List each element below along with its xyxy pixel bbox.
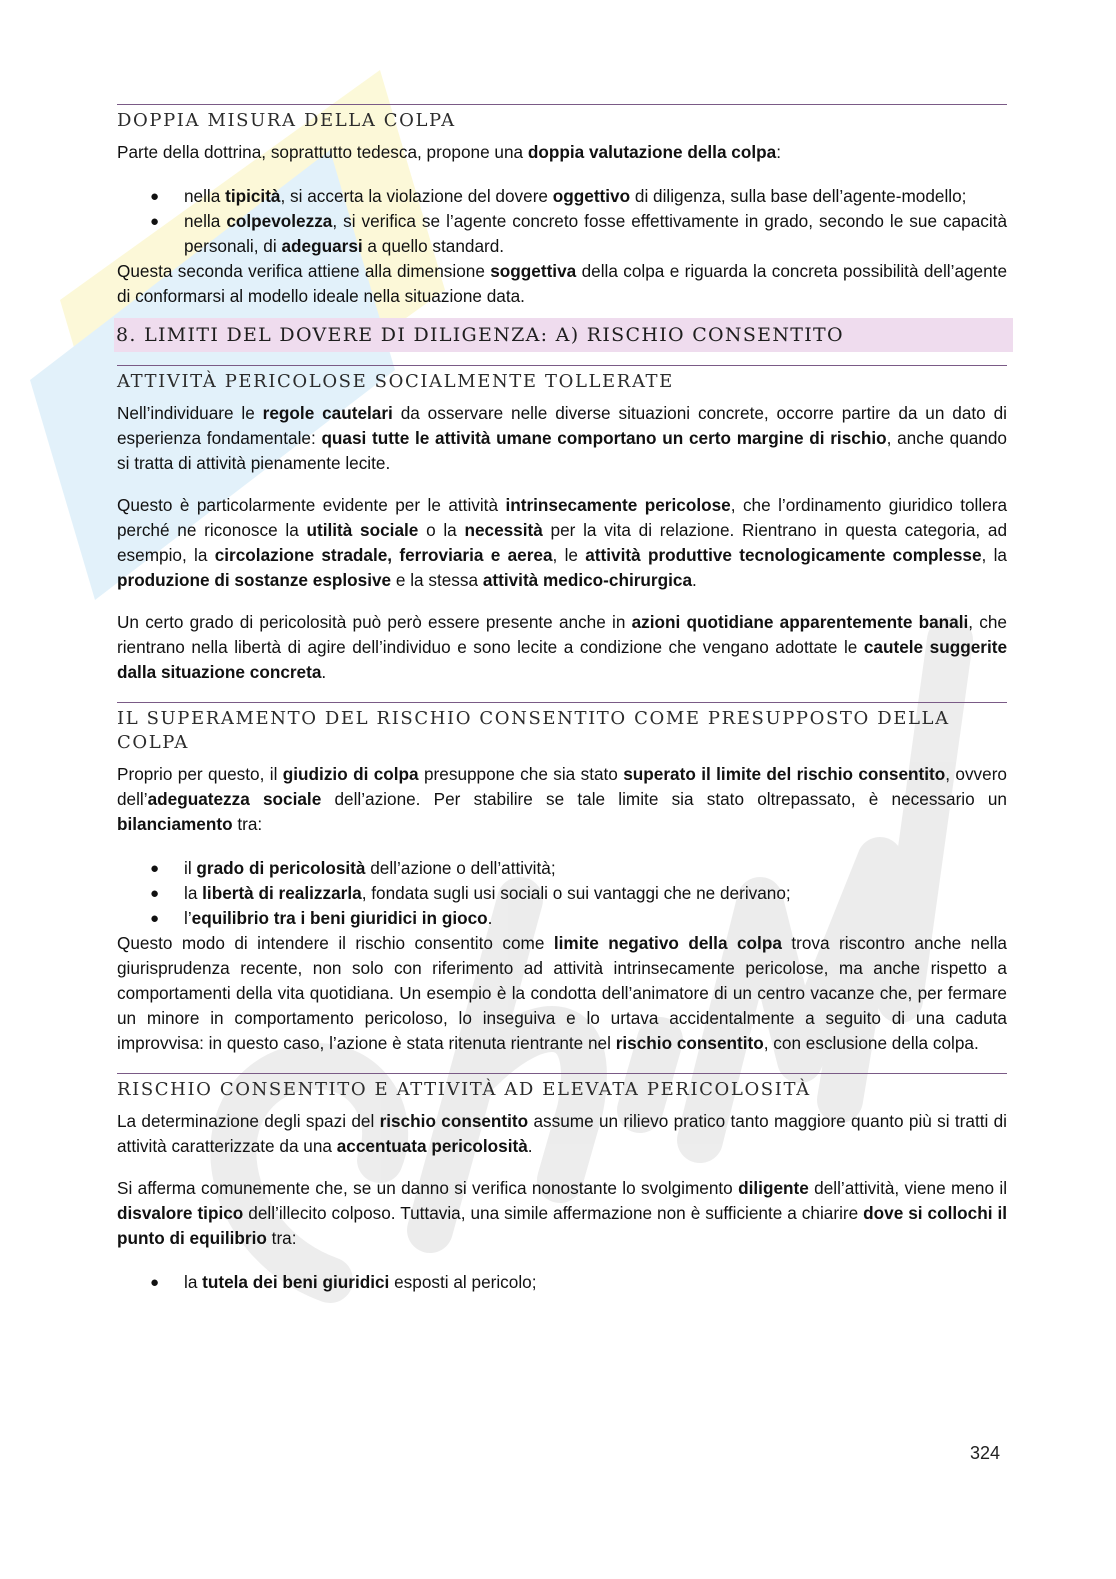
- bold-term: grado di pericolosità: [196, 858, 366, 878]
- bold-term: necessità: [464, 520, 543, 540]
- text-run: .: [487, 908, 493, 928]
- bullet-list: [117, 184, 1007, 259]
- section-superamento-rischio: [117, 702, 1007, 1056]
- text-run: .: [527, 1136, 533, 1156]
- text-run: tra:: [266, 1228, 297, 1248]
- bold-term: attività produttive tecnologicamente complesse: [585, 545, 982, 565]
- bold-term: quasi tutte le attività umane comportano un certo margine di rischio: [321, 428, 887, 448]
- text-run: a quello standard.: [362, 236, 505, 256]
- text-run: , che l’ordinamento giuridico tollera perché ne riconosce la: [117, 495, 1008, 540]
- bold-term: rischio consentito: [615, 1033, 764, 1053]
- text-run: .: [692, 570, 697, 590]
- text-run: il: [184, 858, 197, 878]
- text-run: dell’illecito colposo. Tuttavia, una simile affermazione non è sufficiente a chiarire: [243, 1203, 864, 1223]
- bold-term: circolazione stradale, ferroviaria e aerea: [214, 545, 553, 565]
- bold-term: azioni quotidiane apparentemente banali: [631, 612, 969, 632]
- bold-term: soggettiva: [490, 261, 577, 281]
- list-item: [117, 856, 1007, 881]
- section-attivita-pericolose: [117, 365, 1007, 685]
- paragraph: [117, 762, 1007, 837]
- section-elevata-pericolosita: [117, 1073, 1007, 1295]
- text-run: nella: [184, 211, 227, 231]
- section-title: IL SUPERAMENTO DEL RISCHIO CONSENTITO COME PRESUPPOSTO DELLA COLPA: [117, 708, 950, 753]
- bold-term: accentuata pericolosità: [336, 1136, 528, 1156]
- text-run: La determinazione degli spazi del: [117, 1111, 380, 1131]
- section-divider: [117, 365, 1007, 366]
- bold-term: disvalore tipico: [117, 1203, 244, 1223]
- page-content: [117, 104, 1007, 1295]
- text-run: Proprio per questo, il: [117, 764, 283, 784]
- paragraph: [117, 1109, 1007, 1159]
- paragraph: [117, 259, 1007, 309]
- section-divider: [117, 702, 1007, 703]
- bold-term: adeguatezza sociale: [147, 789, 322, 809]
- paragraph: [117, 401, 1007, 476]
- text-run: la: [184, 1272, 203, 1292]
- text-run: presuppone che sia stato: [418, 764, 624, 784]
- bold-term: adeguarsi: [281, 236, 363, 256]
- section-doppia-misura: [117, 104, 1007, 309]
- bold-term: giudizio di colpa: [282, 764, 419, 784]
- bold-term: doppia valutazione della colpa: [527, 142, 777, 162]
- paragraph: [117, 931, 1007, 1056]
- text-run: dell’azione o dell’attività;: [365, 858, 556, 878]
- text-run: o la: [418, 520, 465, 540]
- text-run: , fondata sugli usi sociali o sui vantaggi che ne derivano;: [361, 883, 791, 903]
- text-run: Questo modo di intendere il rischio consentito come: [117, 933, 554, 953]
- bullet-list: [117, 856, 1007, 931]
- text-run: trova riscontro anche nella giurisprudenza recente, non solo con riferimento ad attività intrinsecamente pericolose, ma anche rispetto a comportamenti della vita quotidiana. Un esempio è la condotta dell’animatore di un centro vacanze che, per fermare un minore in comportamento pericoloso, lo inseguiva e lo urtava accidentalmente a seguito di una caduta improvvisa: in questo caso, l’azione è stata ritenuta rientrante nel: [117, 933, 1007, 1053]
- text-run: , la: [981, 545, 1007, 565]
- section-title: ATTIVITÀ PERICOLOSE SOCIALMENTE TOLLERATE: [117, 371, 674, 392]
- page-number: 324: [970, 1443, 1001, 1463]
- bold-term: produzione di sostanze esplosive: [117, 570, 392, 590]
- bold-term: rischio consentito: [379, 1111, 529, 1131]
- text-run: .: [321, 662, 327, 682]
- text-run: esposti al pericolo;: [389, 1272, 537, 1292]
- paragraph: [117, 1176, 1007, 1251]
- list-item: [117, 184, 1007, 209]
- bold-term: attività medico-chirurgica: [482, 570, 692, 590]
- text-run: Nell’individuare le: [117, 403, 263, 423]
- paragraph: [117, 610, 1007, 685]
- text-run: Parte della dottrina, soprattutto tedesca, propone una: [117, 142, 528, 162]
- text-run: , le: [552, 545, 586, 565]
- bold-term: regole cautelari: [262, 403, 393, 423]
- text-run: dell’azione. Per stabilire se tale limite sia stato oltrepassato, è necessario un: [321, 789, 1007, 809]
- text-run: :: [776, 142, 781, 162]
- list-item: [117, 906, 1007, 931]
- text-run: nella: [184, 186, 226, 206]
- section-title: RISCHIO CONSENTITO E ATTIVITÀ AD ELEVATA PERICOLOSITÀ: [117, 1079, 811, 1100]
- text-run: dell’attività, viene meno il: [808, 1178, 1008, 1198]
- bold-term: superato il limite del rischio consentito: [623, 764, 946, 784]
- section-title: DOPPIA MISURA DELLA COLPA: [117, 110, 456, 131]
- text-run: assume un rilievo pratico tanto maggiore quanto più si tratti di attività caratterizzate da una: [117, 1111, 1008, 1156]
- text-run: , si accerta la violazione del dovere: [280, 186, 553, 206]
- bold-term: dove si collochi il punto di equilibrio: [117, 1203, 1007, 1248]
- bold-term: limite negativo della colpa: [553, 933, 782, 953]
- bold-term: cautele suggerite dalla situazione concreta: [117, 637, 1008, 682]
- text-run: di diligenza, sulla base dell’agente-modello;: [630, 186, 967, 206]
- text-run: della colpa e riguarda la concreta possibilità dell’agente di conformarsi al modello ideale nella situazione data.: [117, 261, 1008, 306]
- section-divider: [117, 104, 1007, 105]
- list-item: [117, 881, 1007, 906]
- text-run: e la stessa: [391, 570, 483, 590]
- bold-term: equilibrio tra i beni giuridici in gioco: [191, 908, 488, 928]
- text-run: , si verifica se l’agente concreto fosse effettivamente in grado, secondo le sue capacità personali, di: [184, 211, 1008, 256]
- bold-term: colpevolezza: [226, 211, 333, 231]
- bold-term: tutela dei beni giuridici: [202, 1272, 390, 1292]
- bullet-icon: ●: [150, 188, 160, 205]
- text-run: la: [184, 883, 203, 903]
- text-run: Si afferma comunemente che, se un danno si verifica nonostante lo svolgimento: [117, 1178, 739, 1198]
- bold-term: libertà di realizzarla: [202, 883, 362, 903]
- paragraph: [117, 493, 1007, 593]
- text-run: , anche quando si tratta di attività pienamente lecite.: [117, 428, 1007, 473]
- bold-term: oggettivo: [552, 186, 631, 206]
- text-run: l’: [184, 908, 192, 928]
- text-run: , con esclusione della colpa.: [763, 1033, 979, 1053]
- text-run: Questa seconda verifica attiene alla dimensione: [117, 261, 491, 281]
- chapter-heading: 8. LIMITI DEL DOVERE DI DILIGENZA: A) RISCHIO CONSENTITO: [114, 318, 1013, 352]
- text-run: per la vita di relazione. Rientrano in questa categoria, ad esempio, la: [117, 520, 1007, 565]
- paragraph: [117, 140, 1007, 165]
- list-item: [117, 209, 1007, 259]
- bullet-icon: ●: [150, 860, 160, 877]
- bullet-icon: ●: [150, 1274, 160, 1291]
- bullet-icon: ●: [150, 213, 160, 230]
- text-run: Un certo grado di pericolosità può però essere presente anche in: [117, 612, 632, 632]
- bold-term: bilanciamento: [117, 814, 233, 834]
- bullet-icon: ●: [150, 910, 160, 927]
- bold-term: utilità sociale: [306, 520, 419, 540]
- text-run: Questo è particolarmente evidente per le attività: [117, 495, 506, 515]
- bold-term: intrinsecamente pericolose: [505, 495, 731, 515]
- bullet-list: [117, 1270, 1007, 1295]
- text-run: , ovvero dell’: [117, 764, 1007, 809]
- bold-term: tipicità: [225, 186, 281, 206]
- text-run: da osservare nelle diverse situazioni concrete, occorre partire da un dato di esperienza fondamentale:: [117, 403, 1007, 448]
- bullet-icon: ●: [150, 885, 160, 902]
- section-divider: [117, 1073, 1007, 1074]
- text-run: , che rientrano nella libertà di agire dell’individuo e sono lecite a condizione che vengano adottate le: [117, 612, 1007, 657]
- list-item: [117, 1270, 1007, 1295]
- bold-term: diligente: [738, 1178, 809, 1198]
- text-run: tra:: [232, 814, 263, 834]
